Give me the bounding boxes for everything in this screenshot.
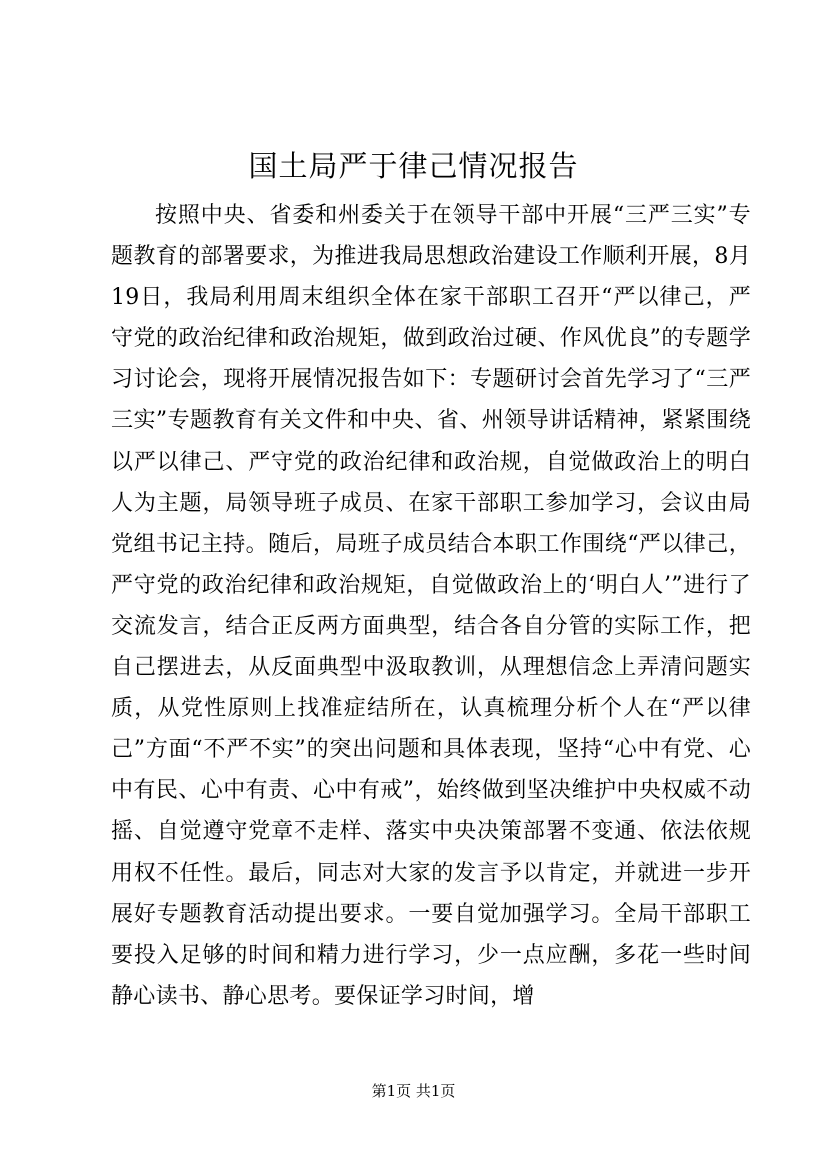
page-number-footer: 第1页 共1页 <box>371 1082 456 1100</box>
document-body-paragraph: 按照中央、省委和州委关于在领导干部中开展“三严三实”专题教育的部署要求，为推进我局思想政治建设工作顺利开展，8月19日，我局利用周末组织全体在家干部职工召开“严以律己，严守党的政治纪律和政治规矩，做到政治过硬、作风优良”的专题学习讨论会，现将开展情况报告如下：专题研讨会首先学习了“三严三实”专题教育有关文件和中央、省、州领导讲话精神，紧紧围绕以严以律己、严守党的政治纪律和政治规，自觉做政治上的明白人为主题，局领导班子成员、在家干部职工参加学习，会议由局党组书记主持。随后，局班子成员结合本职工作围绕“严以律己，严守党的政治纪律和政治规矩，自觉做政治上的‘明白人’”进行了交流发言，结合正反两方面典型，结合各自分管的实际工作，把自己摆进去，从反面典型中汲取教训，从理想信念上弄清问题实质，从党性原则上找准症结所在，认真梳理分析个人在“严以律己”方面“不严不实”的突出问题和具体表现，坚持“心中有党、心中有民、心中有责、心中有戒”，始终做到坚决维护中央权威不动摇、自觉遵守党章不走样、落实中央决策部署不变通、依法依规用权不任性。最后，同志对大家的发言予以肯定，并就进一步开展好专题教育活动提出要求。一要自觉加强学习。全局干部职工要投入足够的时间和精力进行学习，少一点应酬，多花一些时间静心读书、静心思考。要保证学习时间，增 <box>111 203 751 1009</box>
document-title: 国土局严于律己情况报告 <box>248 149 579 183</box>
